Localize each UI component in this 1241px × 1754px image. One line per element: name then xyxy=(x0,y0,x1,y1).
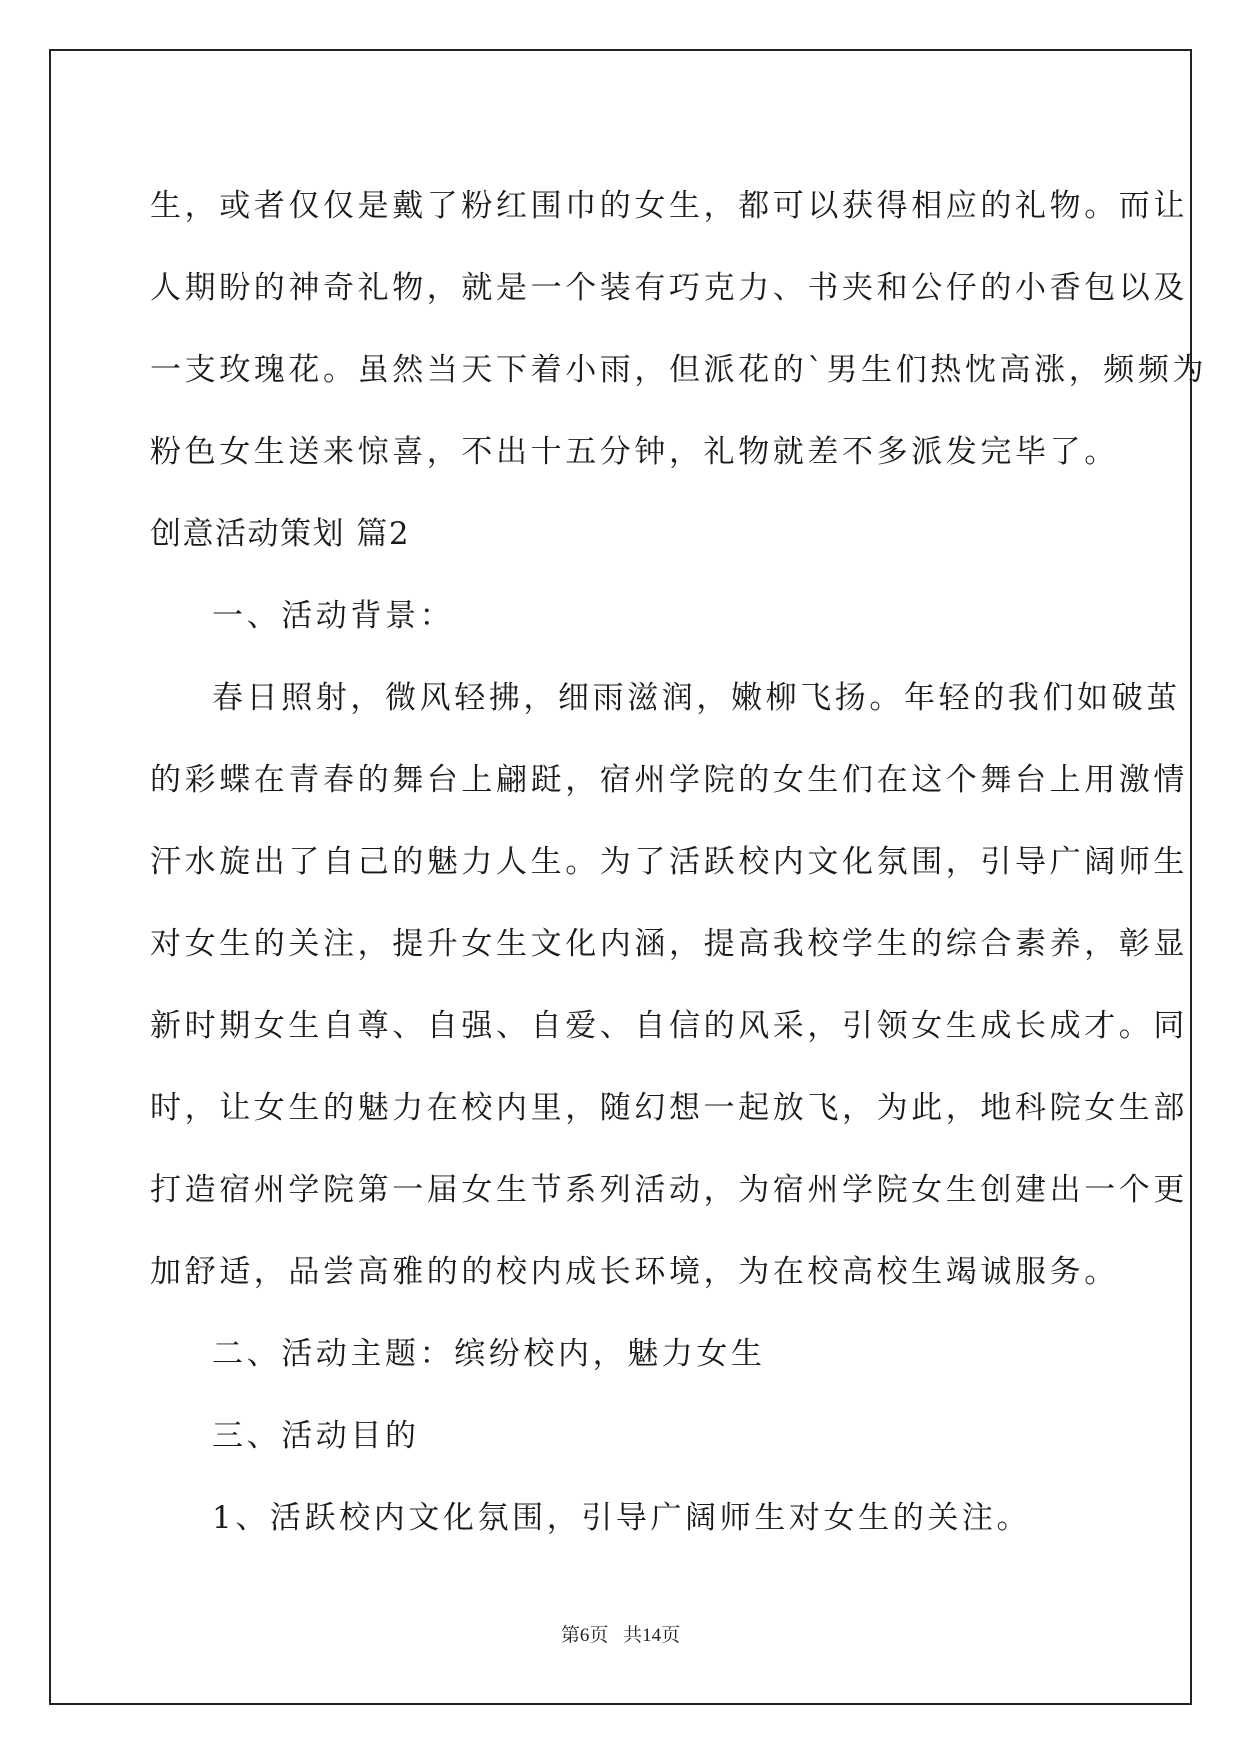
section-heading: 创意活动策划 篇2 xyxy=(150,516,411,552)
paragraph-line: 生，或者仅仅是戴了粉红围巾的女生，都可以获得相应的礼物。而让 xyxy=(150,188,1188,224)
paragraph-line: 一支玫瑰花。虽然当天下着小雨，但派花的`男生们热忱高涨，频频为 xyxy=(150,352,1208,388)
paragraph-line: 粉色女生送来惊喜，不出十五分钟，礼物就差不多派发完毕了。 xyxy=(150,434,1119,470)
subsection-heading: 二、活动主题：缤纷校内，魅力女生 xyxy=(212,1336,766,1372)
paragraph-line: 新时期女生自尊、自强、自爱、自信的风采，引领女生成长成才。同 xyxy=(150,1008,1188,1044)
paragraph-line: 加舒适，品尝高雅的的校内成长环境，为在校高校生竭诚服务。 xyxy=(150,1254,1119,1290)
paragraph-line: 的彩蝶在青春的舞台上翩跹，宿州学院的女生们在这个舞台上用激情 xyxy=(150,762,1188,798)
paragraph-line: 人期盼的神奇礼物，就是一个装有巧克力、书夹和公仔的小香包以及 xyxy=(150,270,1188,306)
page-footer xyxy=(0,1620,1241,1647)
paragraph-line: 汗水旋出了自己的魅力人生。为了活跃校内文化氛围，引导广阔师生 xyxy=(150,844,1188,880)
subsection-heading: 一、活动背景： xyxy=(212,598,455,634)
paragraph-line: 时，让女生的魅力在校内里，随幻想一起放飞，为此，地科院女生部 xyxy=(150,1090,1188,1126)
list-item: 1、活跃校内文化氛围，引导广阔师生对女生的关注。 xyxy=(212,1500,1032,1536)
paragraph-line: 春日照射，微风轻拂，细雨滋润，嫩柳飞扬。年轻的我们如破茧 xyxy=(212,680,1181,716)
document-body xyxy=(150,165,1208,1559)
page-number: 第6页 xyxy=(560,1625,609,1646)
paragraph-line: 打造宿州学院第一届女生节系列活动，为宿州学院女生创建出一个更 xyxy=(150,1172,1188,1208)
total-pages: 共14页 xyxy=(623,1625,681,1646)
paragraph-line: 对女生的关注，提升女生文化内涵，提高我校学生的综合素养，彰显 xyxy=(150,926,1188,962)
subsection-heading: 三、活动目的 xyxy=(212,1418,420,1454)
